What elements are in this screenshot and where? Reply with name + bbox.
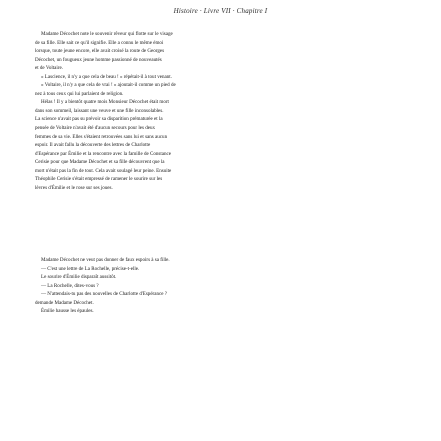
text-line: — N'attendais-tu pas des nouvelles de Charlotte d'Espérance ? [41, 291, 167, 298]
text-line: « Voltaire, il n'y a que cela de vrai ! » ajoutait-il comme un pied de [41, 82, 176, 89]
text-line: Théophile Cerisie s'était empressé de ramener le sourire sur les [35, 176, 163, 183]
paragraph-1 [35, 30, 327, 192]
text-line: — C'est une lettre de La Rochelle, précise-t-elle. [41, 265, 140, 272]
text-line: « Lascience, il n'y a que cela de beau ! » répétait-il à tout venant. [41, 73, 172, 80]
text-line: de sa fille. Elle sait ce qu'il signifie. Elle a connu le même émoi [35, 39, 164, 46]
text-line: Le sourire d'Émilie disparaît aussitôt. [41, 274, 117, 281]
text-line: Décochet, un fougueux jeune homme passionné de nouveautés [35, 56, 162, 63]
text-line: Émilie hausse les épaules. [41, 308, 94, 315]
text-line: d'Espérance par Émilie et la rencontre avec la famille de Constance [35, 150, 171, 157]
text-line: Madame Décochet ne veut pas donner de faux espoirs à sa fille. [41, 257, 170, 263]
text-line: Cerisie pour que Madame Décochet et sa fille découvrent que la [35, 159, 165, 166]
text-line: Hélas ! Il y a bientôt quatre mois Monsieur Décochet était mort [41, 99, 169, 106]
text-line: lèvres d'Émilie et le rose sur ses joues. [35, 184, 113, 191]
text-line: — La Rochelle, dites-vous ? [41, 282, 99, 289]
text-line: espoir. Il avait fallu la découverte des lettres de Charlotte [35, 142, 151, 149]
paragraph-2 [35, 256, 327, 316]
running-head: Histoire · Livre VII · Chapitre I [173, 7, 268, 15]
text-line: pensée de Voltaire n'avait été d'aucun secours pour les deux [35, 125, 156, 132]
text-line: et de Voltaire. [35, 65, 63, 72]
text-line: mort n'était pas la fin de tout. Cela avait soulagé leur peine. Ensuite [35, 167, 172, 174]
text-line: dans son sommeil, laissant une veuve et une fille inconsolables. [35, 107, 164, 114]
text-line: femmes de sa vie. Elles s'étaient retrouvées sans lui et sans aucun [35, 133, 168, 140]
text-line: La science n'avait pas su prévoir sa disparition prématurée et la [35, 116, 163, 123]
text-line: Madame Décochet note le souvenir rêveur qui flotte sur le visage [41, 31, 173, 37]
text-line: demande Madame Décochet. [35, 299, 94, 306]
text-line: nez à tous ceux qui lui parlaient de religion. [35, 90, 124, 97]
text-line: lorsque, toute jeune encore, elle avait croisé la route de Georges [35, 48, 165, 55]
